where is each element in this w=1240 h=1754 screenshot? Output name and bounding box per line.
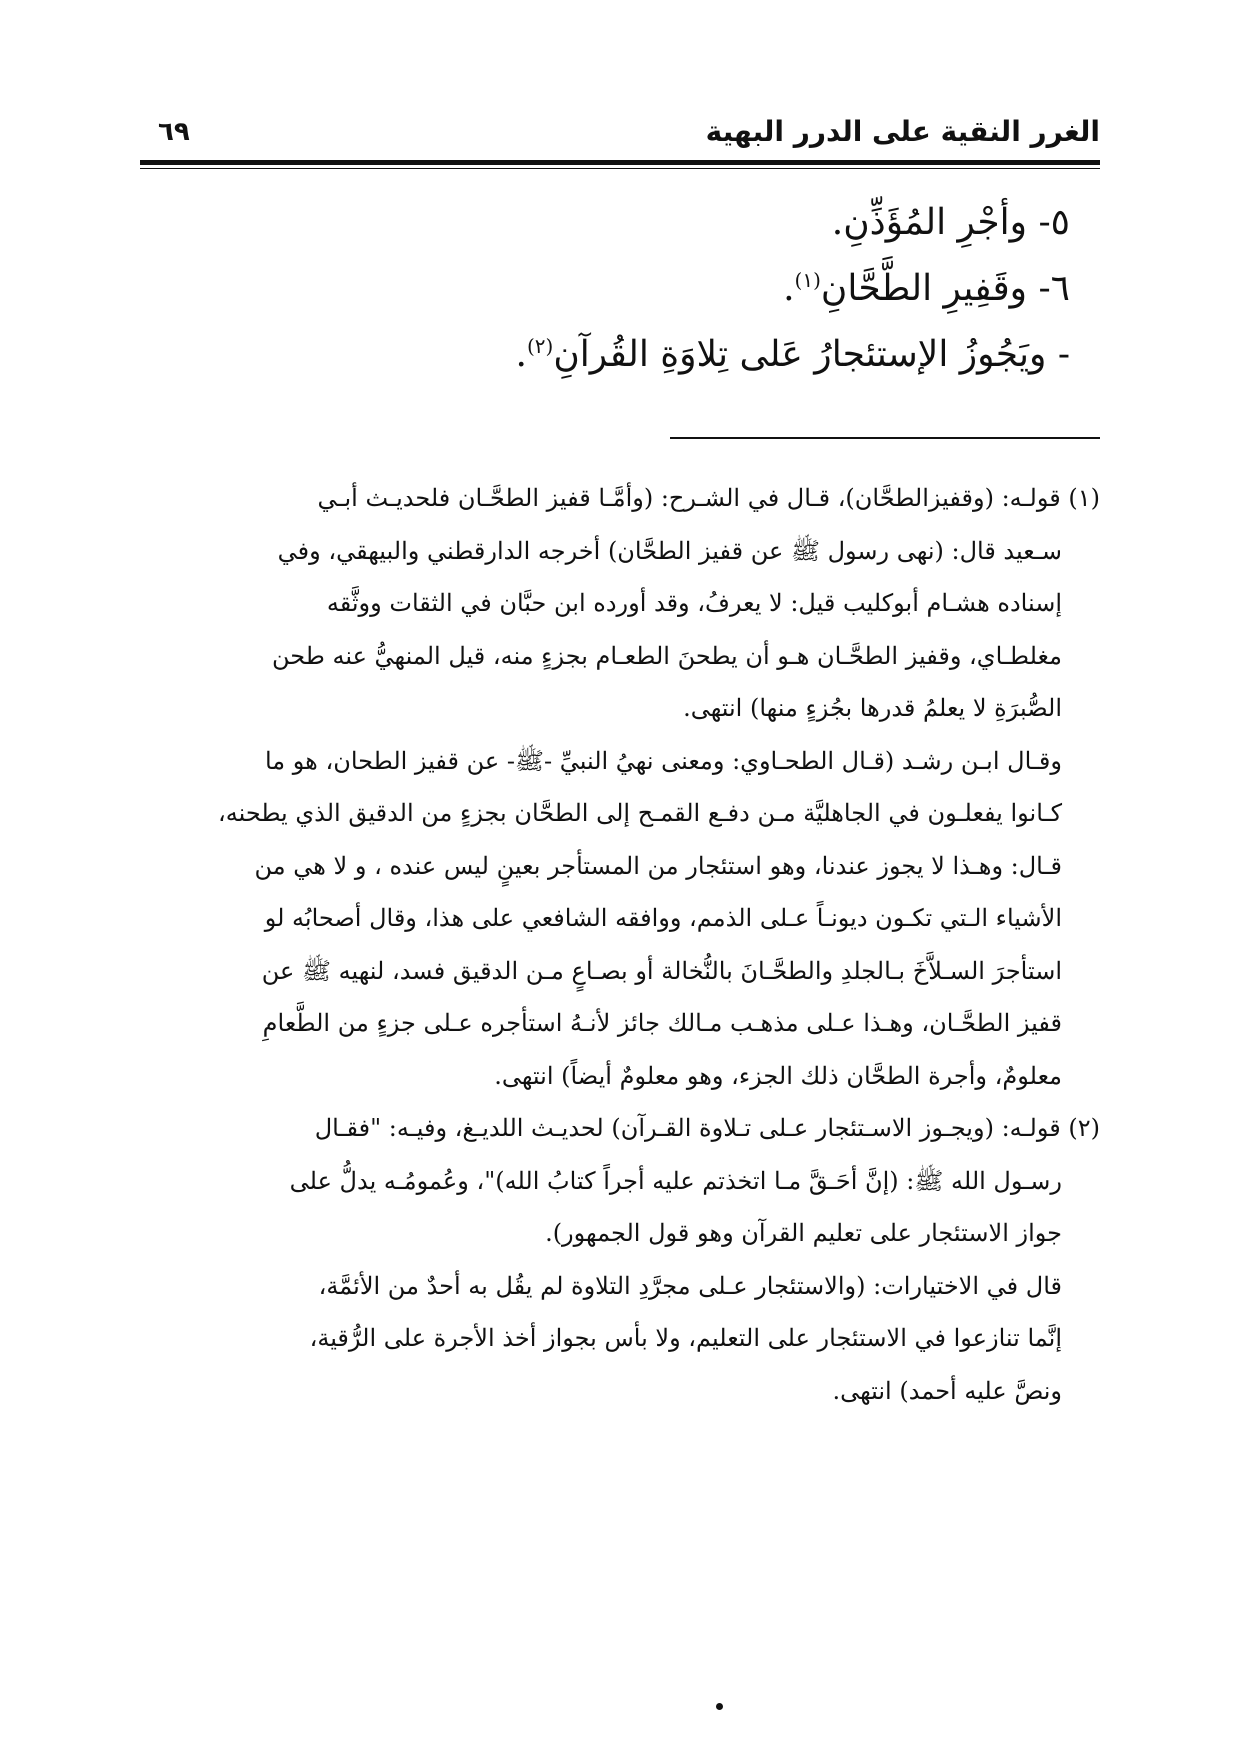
- footnote-1-line: إسناده هشـام أبوكليب قيل: لا يعرفُ، وقد أورده ابن حبَّان في الثقات ووثَّقه: [326, 589, 1062, 617]
- header-rule-thick: [140, 160, 1100, 165]
- matn-line-3-text: - ويَجُوزُ الإستئجارُ عَلى تِلاوَةِ القُرآنِ: [553, 334, 1070, 375]
- running-header: [140, 112, 1100, 156]
- footnote-2: [140, 1102, 1100, 1417]
- page-number: ٦٩: [158, 117, 190, 147]
- footnote-1-line: سـعيد قال: (نهى رسول ﷺ عن قفيز الطحَّان) أخرجه الدارقطني والبيهقي، وفي: [277, 536, 1062, 565]
- footnote-ref-1: (١): [794, 268, 821, 292]
- header-rule-thin: [140, 168, 1100, 169]
- matn-line-1: ٥- وأجْرِ المُؤَذِّنِ.: [831, 202, 1070, 243]
- footnote-1-line: وقـال ابـن رشـد (قـال الطحـاوي: ومعنى نهيُ النبيِّ -ﷺ- عن قفيز الطحان، هو ما: [264, 746, 1062, 775]
- footnote-1-line: الصُّبرَةِ لا يعلمُ قدرها بجُزءٍ منها) انتهى.: [683, 694, 1062, 722]
- footnote-2-line: ونصَّ عليه أحمد) انتهى.: [832, 1376, 1062, 1405]
- footnote-1-line: الأشياء الـتي تكـون ديونـاً عـلى الذمم، ووافقه الشافعي على هذا، وقال أصحابُه لو: [264, 904, 1062, 932]
- footnote-2-line: جواز الاستئجار على تعليم القرآن وهو قول الجمهور).: [545, 1219, 1062, 1247]
- matn-line-3: [170, 322, 1070, 388]
- matn-line-2: [170, 256, 1070, 322]
- footnote-1: [140, 472, 1100, 1102]
- footnote-1-line: استأجرَ السـلاَّخَ بـالجلدِ والطحَّـانَ بالنُّخالة أو بصـاعٍ مـن الدقيق فسد، لنهيه ﷺ عن: [261, 956, 1062, 985]
- matn-line-3-end: .: [515, 334, 527, 375]
- footnote-1-line: معلومٌ، وأجرة الطحَّان ذلك الجزء، وهو معلومٌ أيضاً) انتهى.: [494, 1061, 1062, 1090]
- footnotes: [140, 472, 1100, 1417]
- footnote-2-line: رسـول الله ﷺ: (إنَّ أحَـقَّ مـا اتخذتم عليه أجراً كتابُ الله)"، وعُمومُـه يدلُّ على: [289, 1166, 1062, 1195]
- bottom-dot-mark: [716, 1703, 723, 1710]
- footnote-ref-2: (٢): [526, 334, 554, 358]
- footnote-1-line: كـانوا يفعلـون في الجاهليَّة مـن دفـع القمـح إلى الطحَّان بجزءٍ من الدقيق الذي يطحنه،: [218, 799, 1062, 827]
- footnote-2-line: إنَّما تنازعوا في الاستئجار على التعليم، ولا بأس بجواز أخذ الأجرة على الرُّقية،: [309, 1324, 1062, 1352]
- matn-line-2-end: .: [783, 268, 795, 309]
- matn-line-2-text: ٦- وقَفِيرِ الطَّحَّانِ: [820, 268, 1070, 309]
- main-text: [170, 190, 1070, 388]
- footnote-2-line: قال في الاختيارات: (والاستئجار عـلى مجرَّدِ التلاوة لم يقُل به أحدٌ من الأئمَّة،: [318, 1271, 1062, 1300]
- footnote-separator: [670, 437, 1100, 439]
- footnote-1-line: قـال: وهـذا لا يجوز عندنا، وهو استئجار من المستأجر بعينٍ ليس عنده ، و لا هي من: [254, 851, 1062, 880]
- footnote-2-line: (٢) قولـه: (ويجـوز الاسـتئجار عـلى تـلاوة القـرآن) لحديـث اللديـغ، وفيـه: "فقـال: [314, 1114, 1100, 1142]
- footnote-1-line: (١) قولـه: (وقفيزالطحَّان)، قـال في الشـرح: (وأمَّـا قفيز الطحَّـان فلحديـث أبـي: [317, 484, 1100, 512]
- footnote-1-line: مغلطـاي، وقفيز الطحَّـان هـو أن يطحنَ الطعـام بجزءٍ منه، قيل المنهيُّ عنه طحن: [271, 641, 1062, 670]
- book-title: الغرر النقية على الدرر البهية: [705, 115, 1100, 148]
- footnote-1-line: قفيز الطحَّـان، وهـذا عـلى مذهـب مـالك جائز لأنـهُ استأجره عـلى جزءٍ من الطَّعامِ: [262, 1009, 1062, 1037]
